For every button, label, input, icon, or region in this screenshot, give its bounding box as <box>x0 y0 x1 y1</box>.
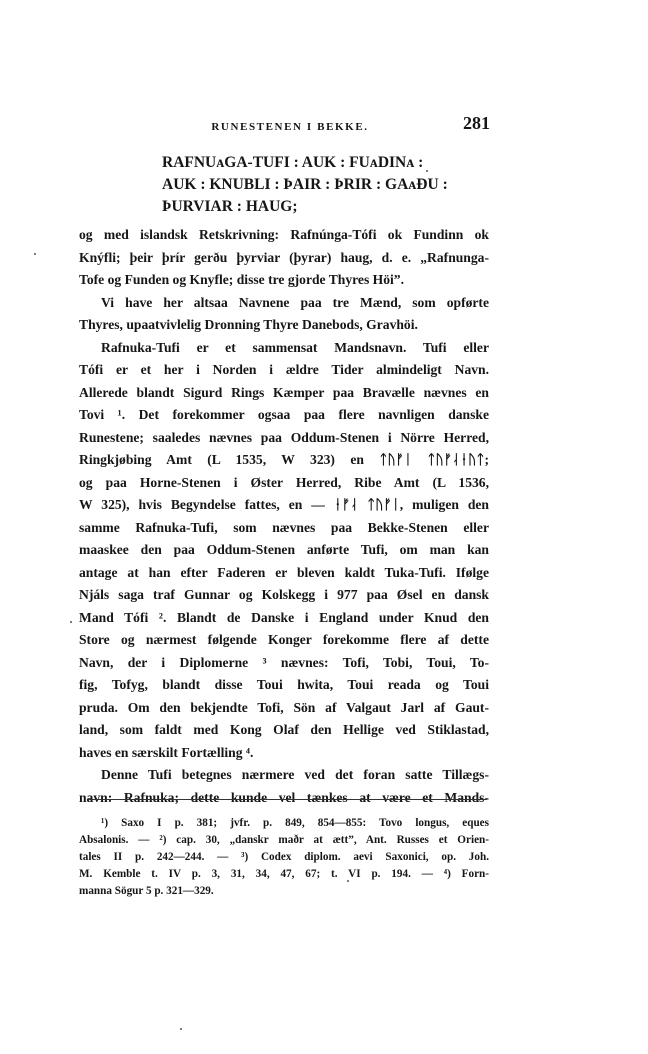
paper-speck <box>426 170 428 172</box>
body-line: Thyres, upaatvivlelig Dronning Thyre Danebods, Gravhöi. <box>79 317 418 332</box>
runic-inscription-transliteration <box>162 152 482 218</box>
paper-speck <box>70 621 72 623</box>
body-line: Tovi ¹. Det forekommer ogsaa paa flere navnligen danske <box>79 407 489 422</box>
body-line: maaskee den paa Oddum-Stenen anførte Tufi, om man kan <box>79 542 489 557</box>
body-line: Runestene; saaledes nævnes paa Oddum-Stenen i Nörre Herred, <box>79 429 489 445</box>
body-line: Tófi er et her i Norden i ældre Tider almindeligt Navn. <box>79 362 489 377</box>
body-line: navn: Rafnuka; dette kunde vel tænkes at være et Mands- <box>79 789 489 805</box>
body-line: antage at han efter Faderen er bleven kaldt Tuka-Tufi. Ifølge <box>79 564 489 580</box>
body-line: og med islandsk Retskrivning: Rafnúnga-Tófi ok Fundinn ok <box>79 227 489 242</box>
footnote-line: manna Sögur 5 p. 321—329. <box>79 885 214 897</box>
body-line: Navn, der i Diplomerne ³ nævnes: Tofi, Tobi, Toui, To- <box>79 654 489 670</box>
running-header: RUNESTENEN I BEKKE. <box>211 121 369 133</box>
body-line: Vi have her altsaa Navnene paa tre Mænd, som opførte <box>101 294 489 310</box>
footnote-line: tales II p. 242—244. — ³) Codex diplom. aevi Saxonici, op. Joh. <box>79 851 489 863</box>
body-line: Njáls saga traf Gunnar og Kolskegg i 977 paa Øsel en dansk <box>79 587 489 602</box>
page-number: 281 <box>463 113 490 133</box>
inscription-line: AUK : KNUBLI : ÞAIR : ÞRIR : GAᴀÐU : <box>162 176 448 193</box>
body-line: Mand Tófi ². Blandt de Danske i England under Knud den <box>79 609 489 625</box>
body-line: land, som faldt med Kong Olaf den Hellige ved Stiklastad, <box>79 722 489 737</box>
body-text <box>79 224 489 809</box>
footnote-line: ¹) Saxo I p. 381; jvfr. p. 849, 854—855: Tovo longus, eques <box>101 817 489 829</box>
inscription-line: RAFNUᴀGA-TUFI : AUK : FUᴀDINᴀ : <box>162 154 424 171</box>
body-line: Denne Tufi betegnes nærmere ved det foran satte Tillægs- <box>101 767 489 782</box>
footnote-line: M. Kemble t. IV p. 3, 31, 34, 47, 67; t. VI p. 194. — ⁴) Forn- <box>79 868 489 880</box>
body-line: og paa Horne-Stenen i Øster Herred, Ribe Amt (L 1536, <box>79 474 489 490</box>
footnote-divider <box>88 799 487 800</box>
body-line: Ringkjøbing Amt (L 1535, W 323) en ᛏᚢᚠᛁ ᛏᚢᚠᛆᚽᚢᛏ; <box>79 452 489 467</box>
body-line: W 325), hvis Begyndelse fattes, en — ᚽᚠᛆ ᛏᚢᚠᛁ, muligen den <box>79 497 489 512</box>
footnote-line: Absalonis. — ²) cap. 30, „danskr maðr at ætt”, Ant. Russes et Orien- <box>79 834 489 846</box>
body-line: haves en særskilt Fortælling ⁴. <box>79 744 254 760</box>
paper-speck <box>34 253 36 255</box>
body-line: samme Rafnuka-Tufi, som nævnes paa Bekke-Stenen eller <box>79 519 489 535</box>
body-line: Allerede blandt Sigurd Rings Kæmper paa Bravælle nævnes en <box>79 384 489 400</box>
body-line: Tofe og Funden og Knyfle; disse tre gjorde Thyres Höi”. <box>79 272 405 287</box>
body-line: Store og nærmest følgende Konger forekomme flere af dette <box>79 632 489 647</box>
paper-speck <box>180 1028 182 1030</box>
body-line: Rafnuka-Tufi er et sammensat Mandsnavn. Tufi eller <box>101 339 489 355</box>
footnotes <box>79 815 489 900</box>
body-line: fig, Tofyg, blandt disse Toui hwita, Toui reada og Toui <box>79 677 489 692</box>
body-line: pruda. Om den bekjendte Tofi, Sön af Valgaut Jarl af Gaut- <box>79 699 489 715</box>
inscription-line: ÞURVIAR : HAUG; <box>162 198 298 215</box>
paper-speck <box>347 880 349 882</box>
body-line: Knýfli; þeir þrír gerðu þyrviar (þyrar) haug, d. e. „Rafnunga- <box>79 249 489 265</box>
